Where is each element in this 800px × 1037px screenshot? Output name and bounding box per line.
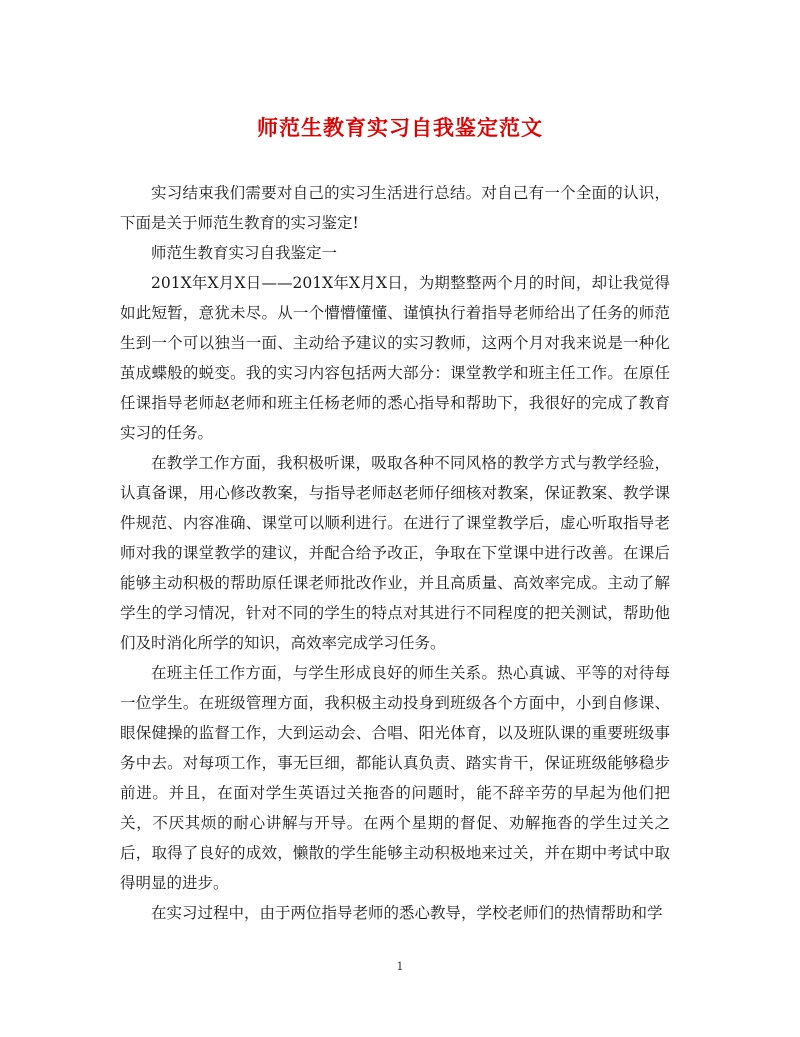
body-paragraph: 在班主任工作方面，与学生形成良好的师生关系。热心真诚、平等的对待每一位学生。在班级管理方面，我积极主动投身到班级各个方面中，小到自修课、眼保健操的监督工作，大到运动会、合唱、阳光体育，以及班队课的重要班级事务中去。对每项工作，事无巨细，都能认真负责、踏实肯干，保证班级能够稳步前进。并且，在面对学生英语过关拖沓的问题时，能不辞辛劳的早起为他们把关，不厌其烦的耐心讲解与开导。在两个星期的督促、劝解拖沓的学生过关之后，取得了良好的成效，懒散的学生能够主动积极地来过关，并在期中考试中取得明显的进步。 (120, 664, 670, 892)
intro-paragraph: 实习结束我们需要对自己的实习生活进行总结。对自己有一个全面的认识，下面是关于师范生教育的实习鉴定! (120, 184, 670, 232)
document-body (120, 178, 670, 928)
document-title: 师范生教育实习自我鉴定范文 (257, 115, 543, 140)
body-paragraph: 在教学工作方面，我积极听课，吸取各种不同风格的教学方式与教学经验，认真备课，用心修改教案，与指导老师赵老师仔细核对教案，保证教案、教学课件规范、内容准确、课堂可以顺利进行。在进行了课堂教学后，虚心听取指导老师对我的课堂教学的建议，并配合给予改正，争取在下堂课中进行改善。在课后能够主动积极的帮助原任课老师批改作业，并且高质量、高效率完成。主动了解学生的学习情况，针对不同的学生的特点对其进行不同程度的把关测试，帮助他们及时消化所学的知识，高效率完成学习任务。 (120, 454, 670, 652)
body-paragraph: 在实习过程中，由于两位指导老师的悉心教导，学校老师们的热情帮助和学 (151, 904, 663, 922)
body-paragraph: 201X年X月X日——201X年X月X日，为期整整两个月的时间，却让我觉得如此短暂，意犹未尽。从一个懵懵懂懂、谨慎执行着指导老师给出了任务的师范生到一个可以独当一面、主动给予建议的实习教师，这两个月对我来说是一种化茧成蝶般的蜕变。我的实习内容包括两大部分：课堂教学和班主任工作。在原任任课指导老师赵老师和班主任杨老师的悉心指导和帮助下，我很好的完成了教育实习的任务。 (120, 274, 670, 442)
section-heading: 师范生教育实习自我鉴定一 (151, 244, 338, 262)
page-number: 1 (396, 960, 404, 973)
